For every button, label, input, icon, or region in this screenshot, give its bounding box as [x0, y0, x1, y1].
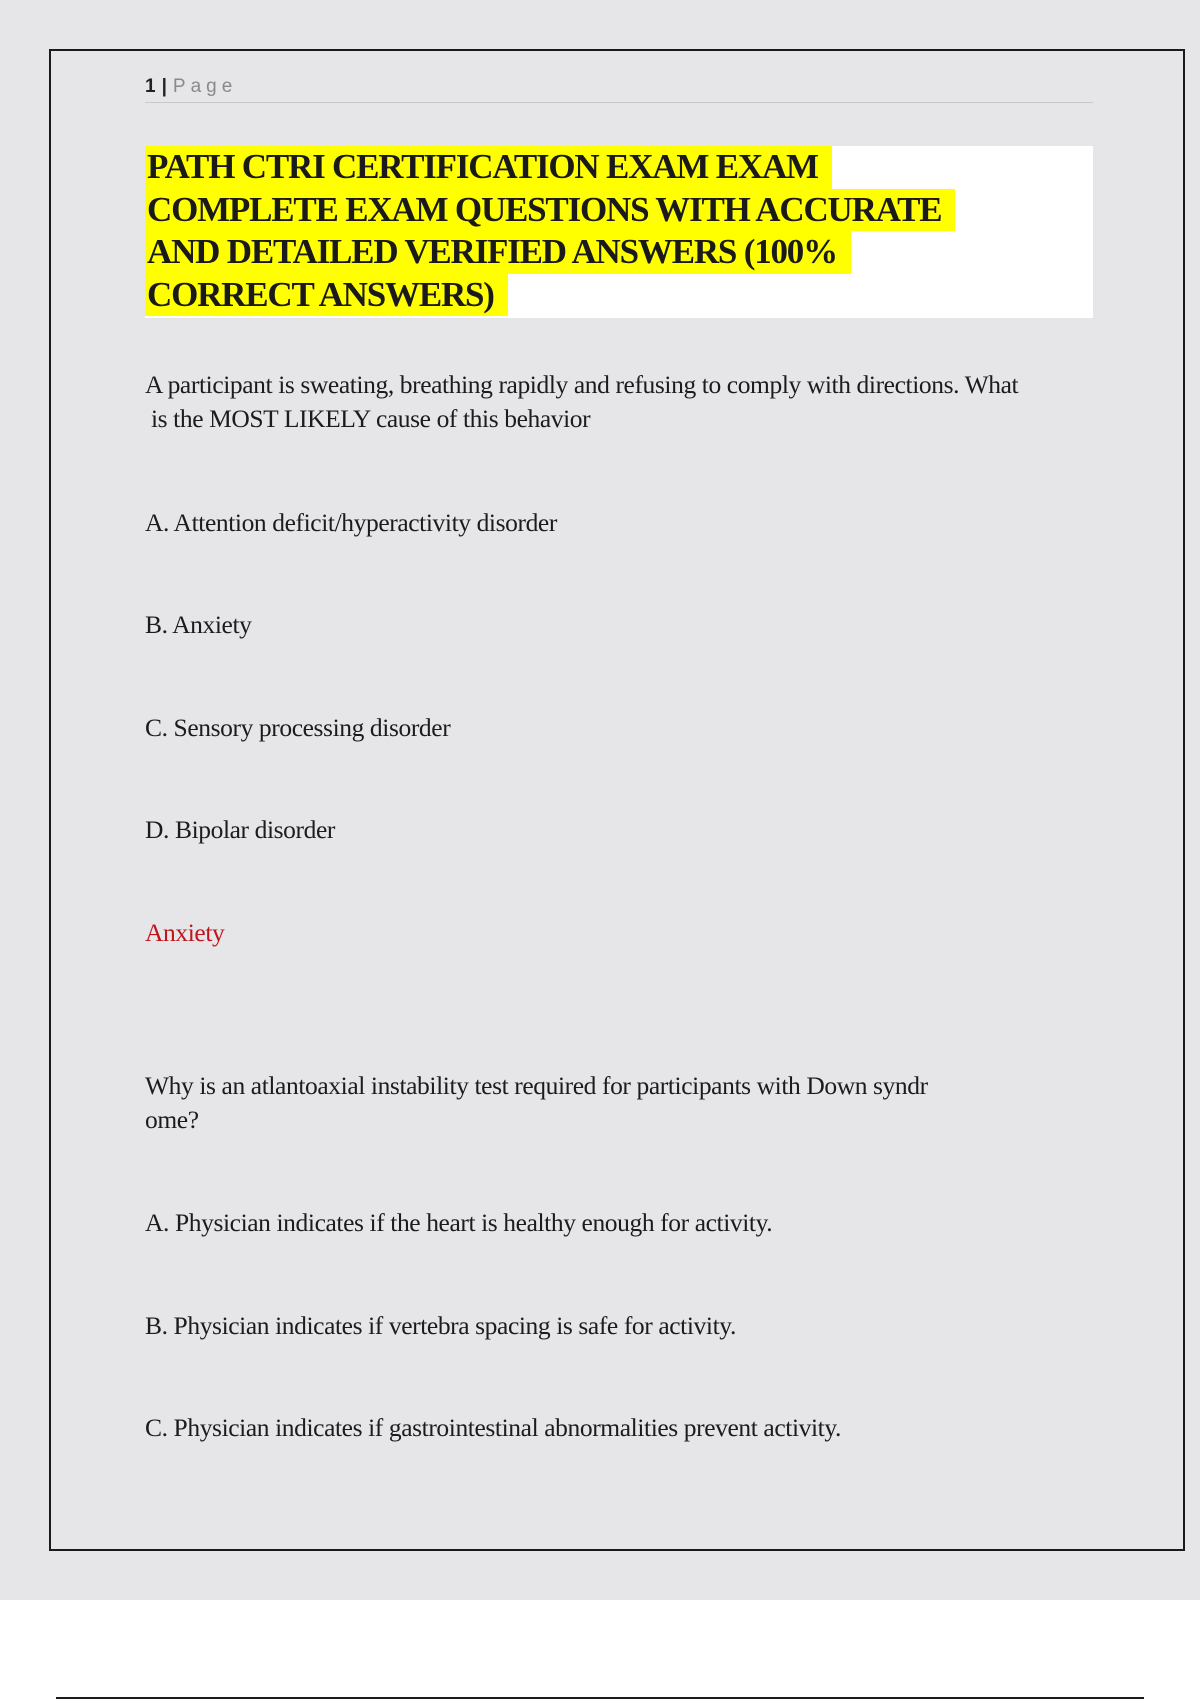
- question-1-option-a: A. Attention deficit/hyperactivity disorder: [145, 508, 557, 537]
- question-2-prompt-line: ome?: [145, 1105, 199, 1134]
- question-2-option-b: B. Physician indicates if vertebra spacing is safe for activity.: [145, 1311, 736, 1340]
- question-1-prompt-line: A participant is sweating, breathing rapidly and refusing to comply with directions. What: [145, 370, 1019, 399]
- page-label: Page: [172, 76, 238, 97]
- question-1-option-b: B. Anxiety: [145, 610, 252, 639]
- title-line: CORRECT ANSWERS): [145, 274, 1093, 317]
- question-2-option-c: C. Physician indicates if gastrointestinal abnormalities prevent activity.: [145, 1413, 842, 1442]
- document-title: [145, 146, 1093, 318]
- page-separator: |: [161, 76, 167, 97]
- question-2-option-a: A. Physician indicates if the heart is healthy enough for activity.: [145, 1208, 773, 1237]
- title-line: PATH CTRI CERTIFICATION EXAM EXAM: [145, 146, 1093, 189]
- question-1-answer: Anxiety: [145, 918, 225, 947]
- question-2-prompt-line: Why is an atlantoaxial instability test required for participants with Down syndr: [145, 1071, 928, 1100]
- page-number: 1: [145, 76, 156, 97]
- question-1-option-d: D. Bipolar disorder: [145, 815, 335, 844]
- title-line: AND DETAILED VERIFIED ANSWERS (100%: [145, 231, 1093, 274]
- question-1-option-c: C. Sensory processing disorder: [145, 713, 451, 742]
- next-page-top-rule: [56, 1697, 1144, 1699]
- title-line: COMPLETE EXAM QUESTIONS WITH ACCURATE: [145, 189, 1093, 232]
- question-1-prompt-line: is the MOST LIKELY cause of this behavior: [145, 404, 591, 433]
- page-header: [145, 74, 1093, 103]
